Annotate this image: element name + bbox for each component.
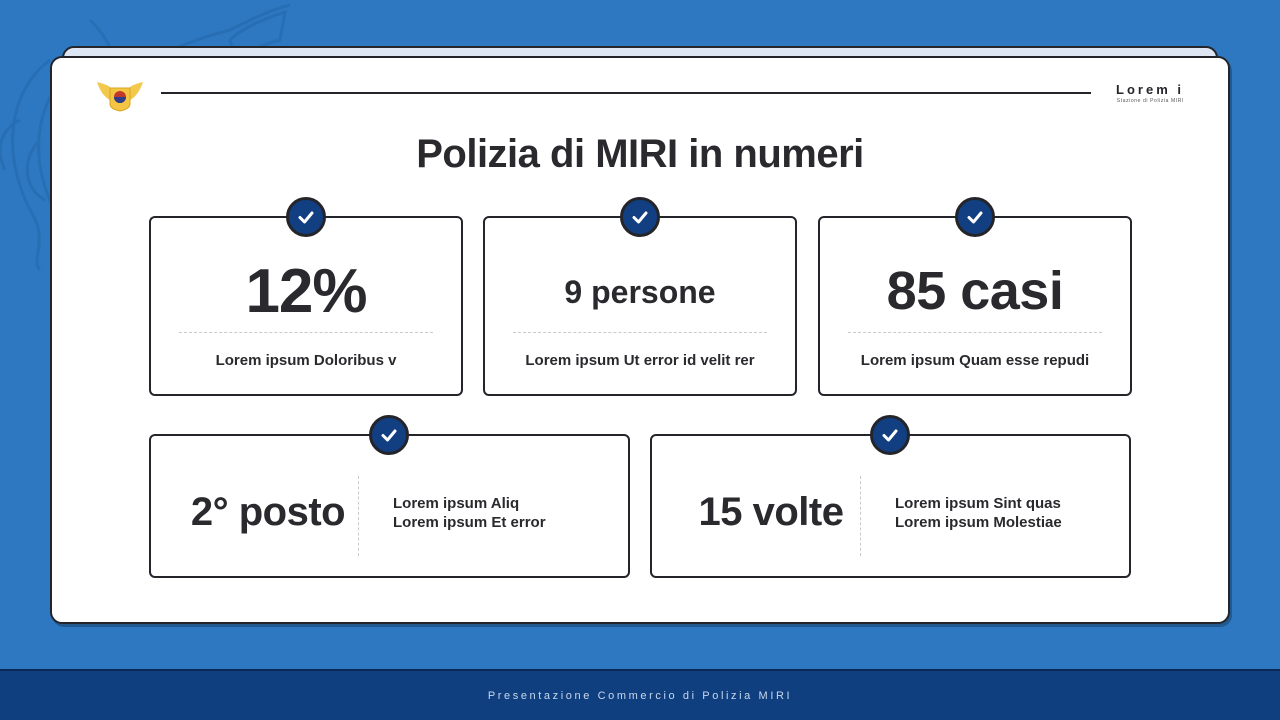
stat-value: 85 casi [886,261,1064,321]
stat-label: Lorem ipsum Doloribus v [215,352,397,369]
stat-description [393,494,546,532]
stat-divider [513,332,767,333]
stat-value: 2° posto [190,490,346,534]
stat-line: Lorem ipsum Molestiae [895,514,1062,531]
check-badge-5 [870,415,910,455]
stat-divider [179,332,433,333]
stat-line: Lorem ipsum Et error [393,514,546,531]
stat-description [895,494,1062,532]
header-rule [161,92,1091,94]
stat-card-5 [650,434,1131,578]
check-badge-2 [620,197,660,237]
brand-name: Lorem i [1116,82,1184,97]
check-icon [630,207,650,227]
brand-subtitle: Stazione di Polizia MIRI [1116,98,1184,104]
stat-divider [860,476,861,556]
check-icon [880,425,900,445]
stat-value: 12% [245,257,367,326]
stat-line: Lorem ipsum Sint quas [895,495,1061,512]
stat-label: Lorem ipsum Ut error id velit rer [525,352,755,369]
stat-value: 9 persone [564,274,716,310]
stat-divider [358,476,359,556]
check-icon [296,207,316,227]
check-icon [965,207,985,227]
check-badge-3 [955,197,995,237]
footer-text: Presentazione Commercio di Polizia MIRI [487,689,793,702]
stat-card-2 [483,216,797,396]
stat-value: 15 volte [698,490,844,534]
stat-line: Lorem ipsum Aliq [393,495,520,512]
brand-block [1116,82,1184,104]
stat-card-4 [149,434,630,578]
stat-card-1 [149,216,463,396]
footer-bar [0,669,1280,720]
stat-label: Lorem ipsum Quam esse repudi [860,352,1090,369]
check-badge-4 [369,415,409,455]
stat-card-3 [818,216,1132,396]
stat-divider [848,332,1102,333]
check-badge-1 [286,197,326,237]
police-badge-logo-icon [95,76,145,112]
page-title: Polizia di MIRI in numeri [416,132,864,176]
check-icon [379,425,399,445]
